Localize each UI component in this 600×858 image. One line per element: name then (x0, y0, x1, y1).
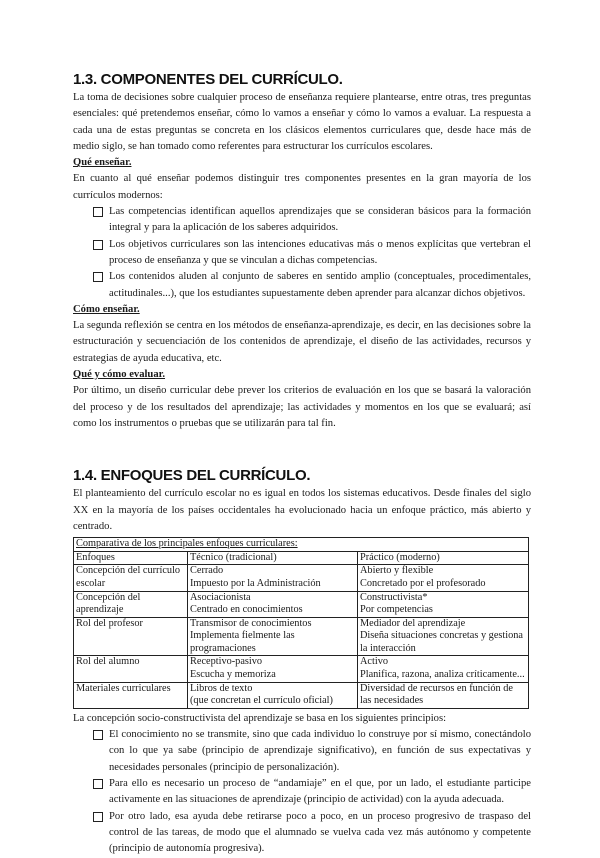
table-cell: Mediador del aprendizaje Diseña situaciones concretas y gestiona la interacción (358, 617, 529, 656)
table-row (74, 591, 529, 617)
table-cell: Libros de texto (que concretan el currículo oficial) (188, 682, 358, 708)
list-item: El conocimiento no se transmite, sino que cada individuo lo construye por sí mismo, conectándolo con lo que ya sabe (principio de aprendizaje significativo), en función de sus expectativas y necesidades personales (principio de personalización). (93, 727, 531, 776)
principles-list (73, 727, 531, 857)
table-cell: Concepción del currículo escolar (74, 565, 188, 591)
subheading-como-ensenar: Cómo enseñar. (73, 303, 140, 315)
list-item: Los objetivos curriculares son las intenciones educativas más o menos explícitas que vertebran el proceso de enseñanza y que se vinculan a dichas competencias. (93, 237, 531, 270)
components-intro: La toma de decisiones sobre cualquier proceso de enseñanza requiere plantearse, entre otras, tres preguntas esenciales: qué pretendemos enseñar, cómo lo vamos a enseñar y cómo lo vamos a evaluar. La respuesta a cada una de estas preguntas se concreta en los clásicos elementos curriculares que, desde hace más de medio siglo, se han tomado como referentes para estructurar los currículos escolares. (73, 92, 531, 152)
table-cell: Cerrado Impuesto por la Administración (188, 565, 358, 591)
table-row (74, 656, 529, 682)
table-cell: Activo Planifica, razona, analiza críticamente... (358, 656, 529, 682)
subheading-que-ensenar: Qué enseñar. (73, 157, 132, 169)
approaches-intro: El planteamiento del currículo escolar no es igual en todos los sistemas educativos. Desde finales del siglo XX en la mayoría de los países occidentales ha evolucionado hacia un enfoque práctico, más abierto y centrado. (73, 488, 531, 532)
list-item: Para ello es necesario un proceso de “andamiaje” en el que, por un lado, el estudiante participe activamente en las situaciones de aprendizaje (principio de actividad) con la ayuda adecuada. (93, 776, 531, 809)
table-row (74, 565, 529, 591)
table-header: Práctico (moderno) (358, 551, 529, 565)
list-item: Las competencias identifican aquellos aprendizajes que se consideran básicos para la formación integral y para la aplicación de los saberes adquiridos. (93, 204, 531, 237)
section-title-components: 1.3. COMPONENTES DEL CURRÍCULO. (73, 71, 343, 88)
checkbox-icon (93, 812, 103, 822)
table-header: Técnico (tradicional) (188, 551, 358, 565)
table-cell: Asociacionista Centrado en conocimientos (188, 591, 358, 617)
table-cell: Receptivo-pasivo Escucha y memoriza (188, 656, 358, 682)
table-cell: Materiales curriculares (74, 682, 188, 708)
subheading-evaluar: Qué y cómo evaluar. (73, 369, 166, 381)
components-list (73, 204, 531, 302)
principles-intro: La concepción socio-constructivista del aprendizaje se basa en los siguientes principios: (73, 712, 447, 724)
section-title-approaches: 1.4. ENFOQUES DEL CURRÍCULO. (73, 467, 311, 485)
table-cell: Rol del profesor (74, 617, 188, 656)
table-cell: Abierto y flexible Concretado por el profesorado (358, 565, 529, 591)
approaches-table (73, 537, 529, 709)
checkbox-icon (93, 779, 103, 789)
table-row (74, 617, 529, 656)
table-header-row (74, 551, 529, 565)
evaluar-text: Por último, un diseño curricular debe prever los criterios de evaluación en los que se basará la valoración del proceso y de los resultados del aprendizaje; las actividades y momentos en los que se evaluará; así como los instrumentos o pruebas que se utilizarán para tal fin. (73, 385, 531, 429)
table-row (74, 682, 529, 708)
table-cell: Diversidad de recursos en función de las necesidades (358, 682, 529, 708)
table-cell: Rol del alumno (74, 656, 188, 682)
checkbox-icon (93, 730, 103, 740)
table-cell: Constructivista* Por competencias (358, 591, 529, 617)
como-ensenar-text: La segunda reflexión se centra en los métodos de enseñanza-aprendizaje, es decir, en las decisiones sobre la estructuración y secuenciación de los contenidos de aprendizaje, el diseño de las actividades, recursos y estrategias de ayuda educativa, etc. (73, 320, 531, 364)
table-cell: Concepción del aprendizaje (74, 591, 188, 617)
list-item: Por otro lado, esa ayuda debe retirarse poco a poco, en un proceso progresivo de traspaso del control de las tareas, de modo que el alumnado se vuelva cada vez más autónomo y competente (principio de autonomía progresiva). (93, 809, 531, 858)
checkbox-icon (93, 207, 103, 217)
table-caption: Comparativa de los principales enfoques curriculares: (76, 538, 298, 550)
checkbox-icon (93, 240, 103, 250)
table-header: Enfoques (74, 551, 188, 565)
que-ensenar-text: En cuanto al qué enseñar podemos distinguir tres componentes presentes en la gran mayoría de los currículos modernos: (73, 173, 531, 201)
document-page (73, 70, 531, 858)
list-item: Los contenidos aluden al conjunto de saberes en sentido amplio (conceptuales, procedimentales, actitudinales...), que los estudiantes supuestamente deben aprender para alcanzar dichos objetivos. (93, 269, 531, 302)
checkbox-icon (93, 272, 103, 282)
table-caption-row (74, 538, 529, 552)
table-cell: Transmisor de conocimientos Implementa fielmente las programaciones (188, 617, 358, 656)
